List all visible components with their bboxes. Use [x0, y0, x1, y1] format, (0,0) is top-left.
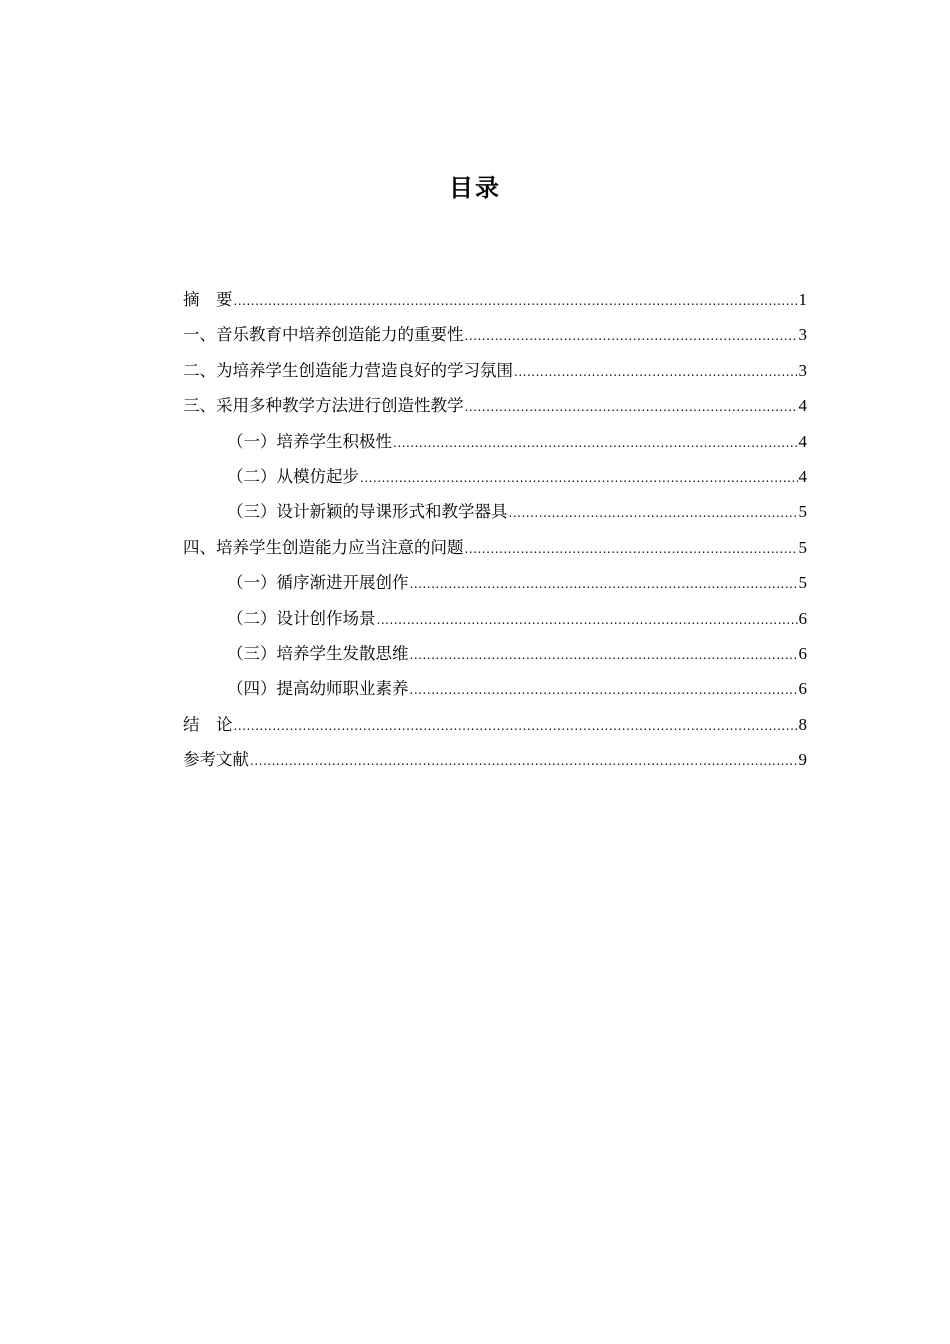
toc-entry-label: 三、采用多种教学方法进行创造性教学 [183, 396, 464, 416]
toc-entry-section-3-1[interactable] [183, 424, 807, 459]
dot-leader [234, 709, 798, 744]
dot-leader [234, 284, 798, 319]
toc-entry-page-number: 6 [798, 679, 807, 699]
dot-leader [509, 496, 798, 531]
toc-entry-page-number: 9 [798, 750, 807, 770]
toc-entry-page-number: 6 [798, 643, 807, 663]
table-of-contents [183, 282, 807, 777]
toc-entry-section-1[interactable] [183, 317, 807, 352]
dot-leader [410, 638, 798, 673]
dot-leader [360, 461, 798, 496]
toc-entry-section-4-2[interactable] [183, 601, 807, 636]
toc-entry-label: （四）提高幼师职业素养 [227, 679, 409, 699]
toc-entry-references[interactable] [183, 742, 807, 777]
toc-entry-label: 一、音乐教育中培养创造能力的重要性 [183, 325, 464, 345]
toc-entry-page-number: 4 [798, 466, 807, 486]
dot-leader [250, 744, 798, 779]
toc-entry-page-number: 5 [798, 502, 807, 522]
toc-entry-section-4-3[interactable] [183, 636, 807, 671]
toc-entry-section-4-4[interactable] [183, 671, 807, 706]
toc-entry-page-number: 4 [798, 396, 807, 416]
toc-entry-label: （二）设计创作场景 [227, 608, 376, 628]
toc-entry-page-number: 8 [798, 714, 807, 734]
dot-leader [465, 390, 798, 425]
dot-leader [393, 426, 798, 461]
toc-entry-label: （二）从模仿起步 [227, 466, 359, 486]
toc-entry-label: （一）培养学生积极性 [227, 431, 392, 451]
toc-entry-label: （三）培养学生发散思维 [227, 643, 409, 663]
toc-entry-section-4[interactable] [183, 530, 807, 565]
toc-entry-page-number: 5 [798, 573, 807, 593]
toc-entry-page-number: 6 [798, 608, 807, 628]
toc-entry-label: 摘 要 [183, 290, 233, 309]
toc-entry-abstract[interactable] [183, 282, 807, 317]
toc-entry-label: 二、为培养学生创造能力营造良好的学习氛围 [183, 360, 513, 380]
toc-entry-page-number: 5 [798, 537, 807, 557]
toc-entry-section-3-3[interactable] [183, 494, 807, 529]
toc-entry-page-number: 3 [798, 325, 807, 345]
dot-leader [465, 532, 798, 567]
toc-entry-label: 结 论 [183, 714, 233, 734]
dot-leader [410, 673, 798, 708]
toc-entry-section-3-2[interactable] [183, 459, 807, 494]
toc-entry-conclusion[interactable] [183, 707, 807, 742]
dot-leader [465, 319, 798, 354]
toc-entry-section-2[interactable] [183, 353, 807, 388]
toc-entry-label: （三）设计新颖的导课形式和教学器具 [227, 502, 508, 522]
toc-entry-label: 四、培养学生创造能力应当注意的问题 [183, 537, 464, 557]
toc-entry-page-number: 3 [798, 360, 807, 380]
toc-entry-page-number: 4 [798, 431, 807, 451]
dot-leader [377, 603, 798, 638]
toc-entry-label: （一）循序渐进开展创作 [227, 573, 409, 593]
toc-entry-page-number: 1 [798, 290, 807, 309]
dot-leader [410, 567, 798, 602]
toc-entry-label: 参考文献 [183, 750, 249, 770]
toc-entry-section-4-1[interactable] [183, 565, 807, 600]
dot-leader [514, 355, 798, 390]
toc-entry-section-3[interactable] [183, 388, 807, 423]
page-title: 目录 [449, 174, 501, 202]
